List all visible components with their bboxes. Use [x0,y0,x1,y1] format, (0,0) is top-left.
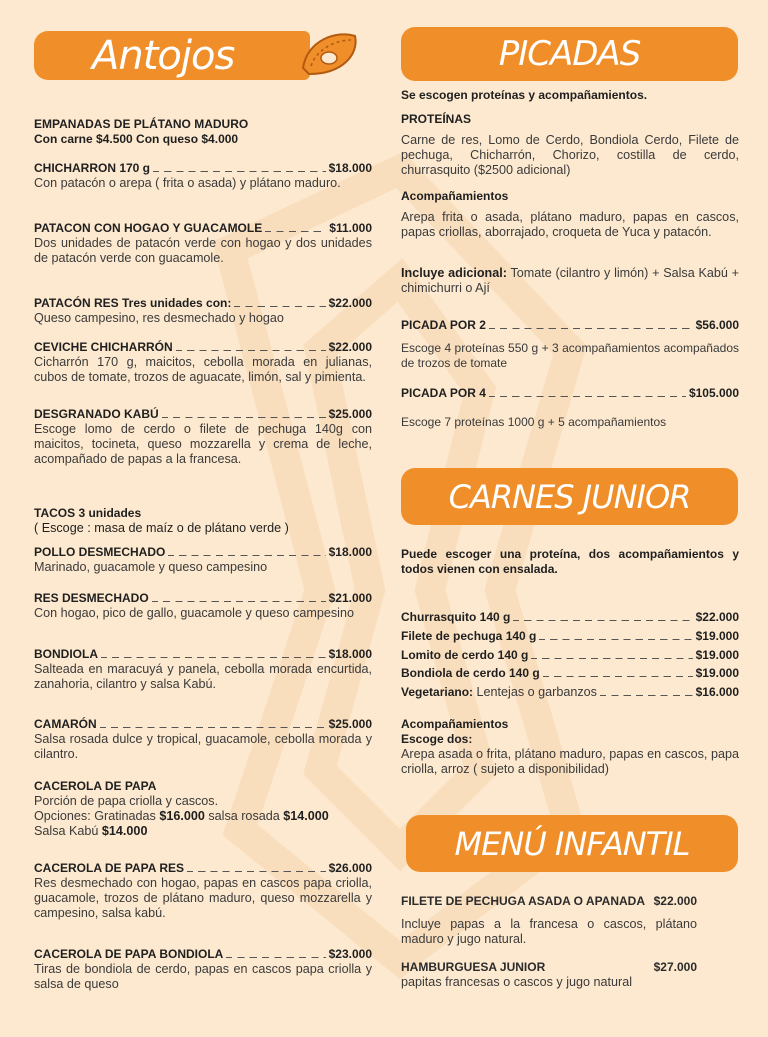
item-price: $19.000 [695,666,739,680]
antojos-banner: Antojos [34,31,310,80]
item-name: CACEROLA DE PAPA RES [34,861,185,875]
carnes-junior-banner: CARNES JUNIOR [401,468,738,525]
item-desc: Tiras de bondiola de cerdo, papas en cascos papa criolla y salsa de queso [34,962,372,991]
item-price: $22.000 [695,610,739,624]
picadas-banner: PICADAS [401,27,738,81]
proteinas-list: Carne de res, Lomo de Cerdo, Bondiola Cerdo, Filete de pechuga, Chicharrón, Chorizo, costilla de cerdo, churrasquito ($2500 adicional) [401,133,739,177]
item-price: $18.000 [328,545,372,559]
item-name: CEVICHE CHICHARRÓN [34,340,173,354]
item-name: FILETE DE PECHUGA ASADA O APANADA [401,894,646,908]
menu-item-patacon-res [34,296,372,326]
item-desc-line2: Opciones: Gratinadas $16.000 salsa rosada $14.000 [34,809,329,823]
item-name: Churrasquito 140 g [401,610,511,624]
item-name: DESGRANADO KABÚ [34,407,159,421]
carne-item-0 [401,610,739,625]
item-price: $25.000 [328,407,372,421]
tacos-title: TACOS 3 unidades [34,506,142,520]
item-desc: Queso campesino, res desmechado y hogao [34,311,284,325]
carnes-intro [401,547,739,577]
item-desc: Escoge 4 proteínas 550 g + 3 acompañamientos acompañados de trozos de tomate [401,341,739,370]
incluye-text: Incluye adicional: Tomate (cilantro y limón) + Salsa Kabú + chimichurri o Ají [401,266,739,295]
item-desc: Con patacón o arepa ( frita o asada) y plátano maduro. [34,176,341,190]
item-desc: Res desmechado con hogao, papas en cascos papa criolla, guacamole, trozos de plátano maduro, queso mozzarella y campesino, salsa kabú. [34,876,372,920]
item-desc: Escoge 7 proteínas 1000 g + 5 acompañamientos [401,415,667,429]
item-name: CAMARÓN [34,717,97,731]
empanadas-title: EMPANADAS DE PLÁTANO MADURO [34,117,249,131]
menu-item-ceviche [34,340,372,385]
item-price: $25.000 [328,717,372,731]
item-name: BONDIOLA [34,647,98,661]
item-name: CACEROLA DE PAPA BONDIOLA [34,947,224,961]
infantil-item-2 [401,960,697,990]
picada-por-4 [401,386,739,430]
item-name: Filete de pechuga 140 g [401,629,537,643]
item-name: CHICHARRON 170 g [34,161,151,175]
empanadas-item [34,117,372,147]
item-desc: Escoge lomo de cerdo o filete de pechuga 140g con maicitos, tocineta, queso mozzarella y crema de leche, acompañado de papas a la francesa. [34,422,372,466]
item-name: POLLO DESMECHADO [34,545,166,559]
item-desc: Salteada en maracuyá y panela, cebolla morada encurtida, zanahoria, cilantro y salsa Kabú. [34,662,372,691]
item-price: $16.000 [695,685,739,699]
item-desc: Con hogao, pico de gallo, guacamole y queso campesino [34,606,354,620]
item-price: $22.000 [328,340,372,354]
item-name: Vegetariano: Lentejas o garbanzos [401,685,597,699]
item-price: $11.000 [329,221,372,235]
item-desc: Incluye papas a la francesa o cascos, plátano maduro y jugo natural. [401,917,697,946]
item-price: $105.000 [688,386,739,400]
item-price: $26.000 [328,861,372,875]
picadas-intro [401,88,739,103]
item-name: PATACÓN RES Tres unidades con: [34,296,232,310]
item-name: Bondiola de cerdo 140 g [401,666,540,680]
item-desc: Cicharrón 170 g, maicitos, cebolla morada en julianas, cubos de tomate, trozos de aguacate, limón, sal y pimienta. [34,355,372,384]
item-desc-line1: Porción de papa criolla y cascos. [34,794,219,808]
proteinas-section [401,112,739,178]
menu-item-bondiola [34,647,372,692]
item-price: $18.000 [328,161,372,175]
item-desc: Marinado, guacamole y queso campesino [34,560,268,574]
item-desc: Dos unidades de patacón verde con hogao y dos unidades de patacón verde con guacamole. [34,236,372,265]
menu-item-patacon-hogao [34,221,372,266]
menu-infantil-banner: MENÚ INFANTIL [406,815,738,872]
carnes-acomp-subtitle: Escoge dos: [401,732,473,746]
carne-item-3 [401,666,739,681]
item-price: $22.000 [653,894,697,908]
acompanamientos-list: Arepa frita o asada, plátano maduro, papas en cascos, papas criollas, aborrajado, croqueta de Yuca y patacón. [401,210,739,239]
acompanamientos-section [401,189,739,240]
item-name: HAMBURGUESA JUNIOR [401,960,546,974]
carne-item-1 [401,629,739,644]
tacos-subtitle: ( Escoge : masa de maíz o de plátano verde ) [34,521,289,535]
item-desc: papitas francesas o cascos y jugo natural [401,975,633,989]
item-desc: Salsa rosada dulce y tropical, guacamole, cebolla morada y cilantro. [34,732,372,761]
item-price: $22.000 [328,296,372,310]
tacos-section [34,506,372,536]
item-name: PATACON CON HOGAO Y GUACAMOLE [34,221,263,235]
infantil-item-1 [401,894,697,947]
carnes-acomp-list: Arepa asada o frita, plátano maduro, papas en cascos, papa criolla, arroz ( sujeto a disponibilidad) [401,747,739,776]
carne-item-2 [401,648,739,663]
carne-item-vegetariano [401,685,739,700]
menu-item-cacerola-res [34,861,372,921]
proteinas-title: PROTEÍNAS [401,112,472,126]
item-name: PICADA POR 2 [401,318,486,332]
menu-item-chicharron [34,161,372,191]
picadas-intro-text: Se escogen proteínas y acompañamientos. [401,88,648,102]
item-price: $23.000 [328,947,372,961]
item-name: RES DESMECHADO [34,591,149,605]
item-price: $27.000 [653,960,697,974]
item-price: $19.000 [695,629,739,643]
carnes-intro-text: Puede escoger una proteína, dos acompañamientos y todos vienen con ensalada. [401,547,739,576]
item-name: Lomito de cerdo 140 g [401,648,529,662]
item-name: PICADA POR 4 [401,386,486,400]
item-desc-line3: Salsa Kabú $14.000 [34,824,148,838]
item-name: CACEROLA DE PAPA [34,779,157,793]
picada-por-2 [401,318,739,371]
item-price: $18.000 [328,647,372,661]
item-price: $56.000 [695,318,739,332]
carnes-acomp-title: Acompañamientos [401,717,509,731]
item-price: $19.000 [695,648,739,662]
menu-item-pollo [34,545,372,575]
carnes-acompanamientos [401,717,739,777]
empanada-icon [297,28,361,80]
menu-item-res-desmechado [34,591,372,621]
item-price: $21.000 [328,591,372,605]
menu-item-cacerola-papa [34,779,372,839]
menu-item-camaron [34,717,372,762]
empanadas-prices: Con carne $4.500 Con queso $4.000 [34,132,239,146]
menu-item-cacerola-bondiola [34,947,372,992]
acompanamientos-title: Acompañamientos [401,189,509,203]
menu-item-desgranado [34,407,372,467]
incluye-section [401,266,739,296]
